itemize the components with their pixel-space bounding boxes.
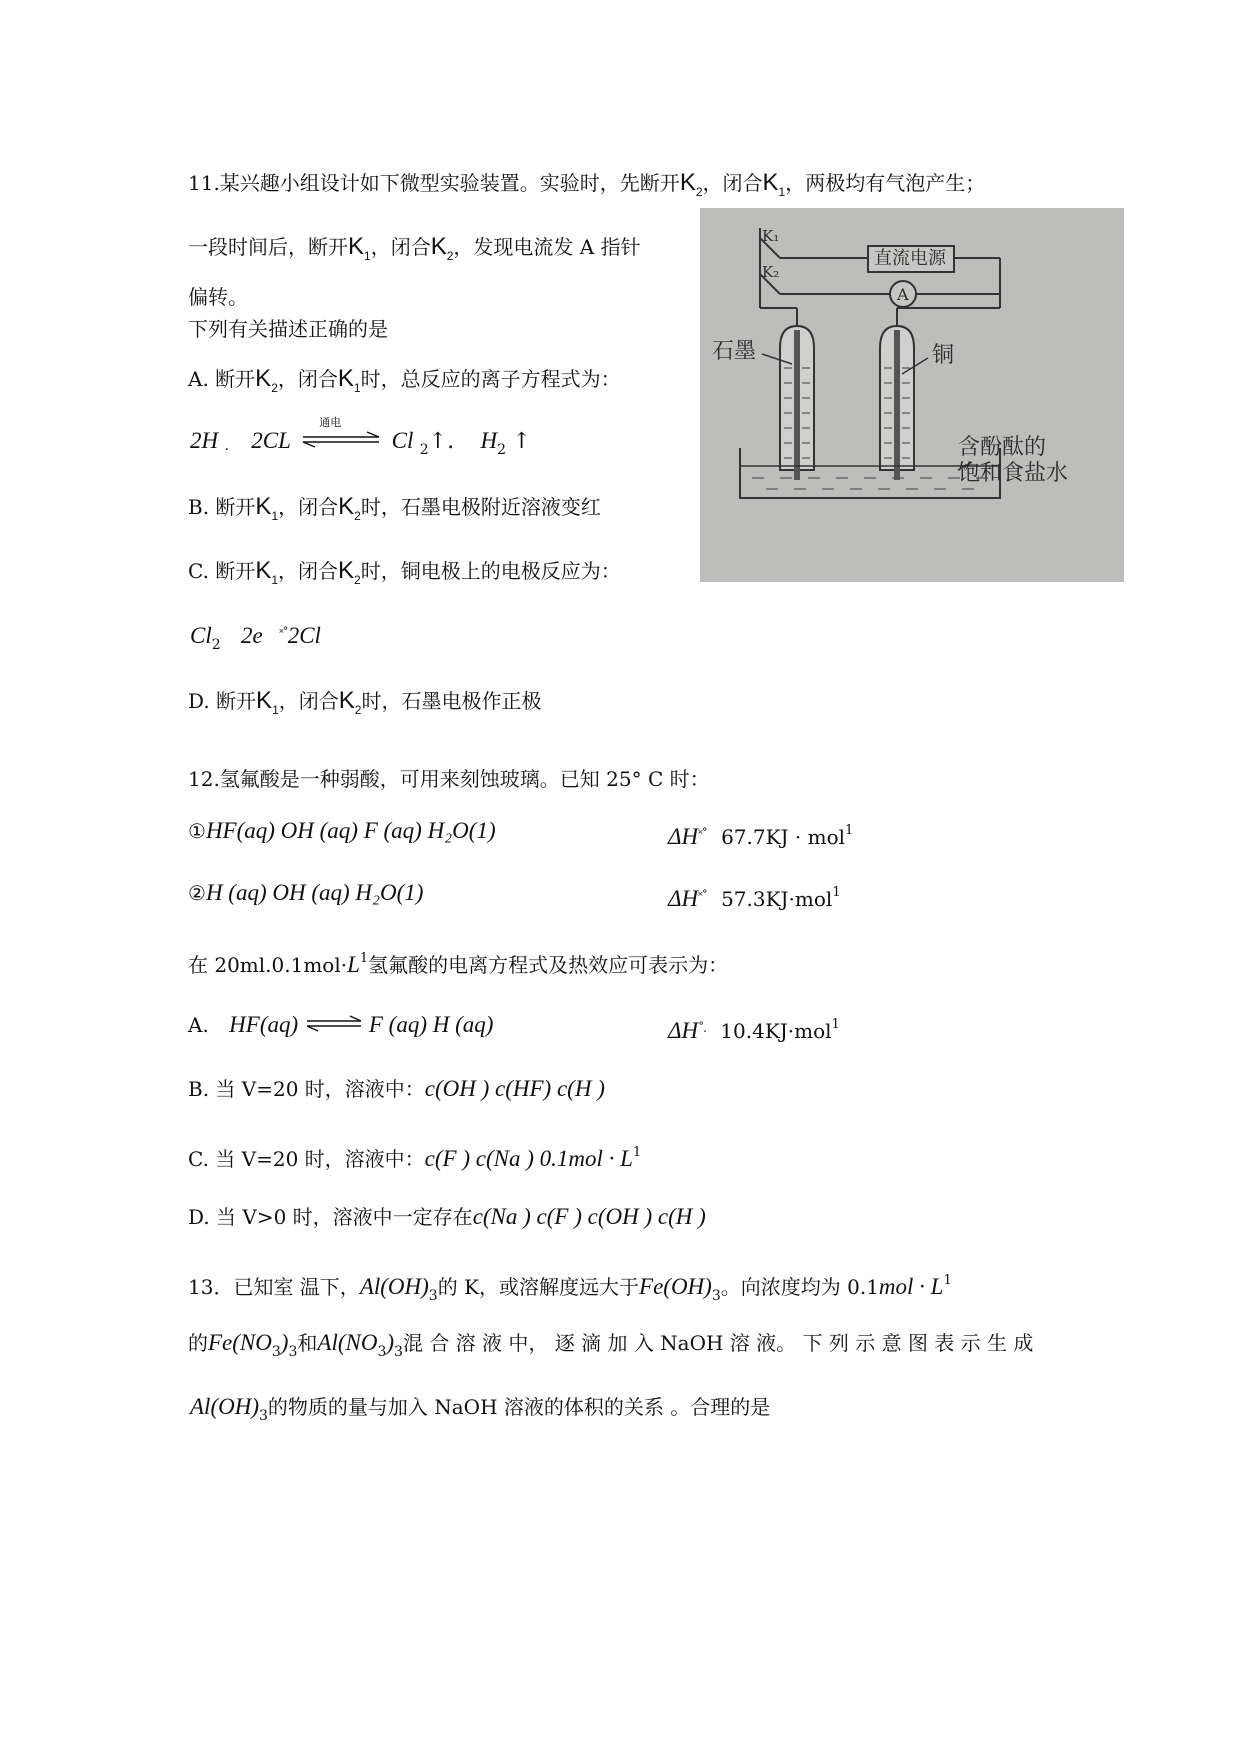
q11-option-b: B. 断开$K_1$，闭合$K_2$时，石墨电极附近溶液变红 (188, 493, 601, 523)
q11-option-d: D. 断开$K_1$，闭合$K_2$时，石墨电极作正极 (188, 687, 542, 717)
q11-option-a-equation: 2H $_\cdot$ 2CL 通电 Cl $_2$↑. $H_2$ ↑ (190, 416, 531, 458)
switch-k2-label: K₂ (762, 263, 780, 281)
q13-line-1: 13．已知室 温下，$Al(OH)_3$的 K，或溶解度远大于$Fe(OH)_3$。向浓度均为 $0.1mol \cdot L^1$ (188, 1273, 952, 1304)
q11-option-c: C. 断开$K_1$，闭合$K_2$时，铜电极上的电极反应为： (188, 557, 621, 587)
q12-reaction-2: ②H (aq) OH (aq) H₂O(1) ΔH˟˚ 57.3KJ·mol$^1$ (188, 880, 841, 911)
q13-line-3: $Al(OH)_3$的物质的量与加入 NaOH 溶液的体积的关系 。合理的是 (190, 1394, 771, 1424)
q11-line-1: 11.某兴趣小组设计如下微型实验装置。实验时，先断开$K_2$，闭合$K_1$，两极均有气泡产生； (188, 169, 986, 199)
equilibrium-arrow-icon (305, 1014, 363, 1034)
electrolysis-apparatus-figure (700, 208, 1124, 582)
graphite-label: 石墨 (712, 339, 757, 364)
q12-option-a: A. HF(aq) F (aq) H (aq) ΔH˚. 10.4KJ·mol$^1$ (188, 1012, 840, 1043)
double-arrow-icon (301, 429, 381, 451)
q12-intro: 12.氢氟酸是一种弱酸，可用来刻蚀玻璃。已知 25° C 时： (188, 767, 710, 791)
garbled-symbol: ˟˚ (279, 626, 288, 640)
solution-label-line-1: 含酚酞的 (958, 435, 1047, 460)
q12-option-b: B. 当 V=20 时，溶液中：c(OH ) c(HF) c(H ) (188, 1076, 605, 1101)
garbled-symbol: ˟˚ (698, 827, 707, 841)
q11-option-a: A. 断开$K_2$，闭合$K_1$时，总反应的离子方程式为： (188, 365, 621, 395)
q12-intro-2: 在 $20ml.0.1mol\cdot L^1$氢氟酸的电离方程式及热效应可表示为： (188, 951, 729, 977)
solution-label-line-2: 饱和食盐水 (958, 461, 1069, 486)
equilibrium-arrow-electrolysis: 通电 (301, 429, 381, 451)
garbled-symbol: ˚. (698, 1021, 706, 1035)
q12-option-d: D. 当 V>0 时，溶液中一定存在c(Na ) c(F ) c(OH ) c(H ) (188, 1204, 706, 1229)
switch-k1-label: K₁ (762, 227, 780, 245)
copper-label: 铜 (932, 343, 955, 368)
q11-option-c-equation: $Cl_2$ 2e ˟˚2Cl (190, 623, 321, 653)
garbled-symbol: ˟˚ (698, 889, 707, 903)
q13-line-2: 的$Fe(NO_3)_3$和$Al(NO_3)_3$混 合 溶 液 中， 逐 滴 加 入 NaOH 溶 液。 下 列 示 意 图 表 示 生 成 (188, 1330, 1034, 1360)
q12-reaction-1: ①HF(aq) OH (aq) F (aq) H₂O(1) ΔH˟˚ 67.7KJ · mol$^1$ (188, 818, 854, 849)
q11-line-3: 偏转。 (188, 285, 248, 309)
dc-power-label: 直流电源 (874, 248, 946, 269)
ammeter-label: A (897, 285, 909, 304)
q11-line-2: 一段时间后，断开$K_1$，闭合$K_2$，发现电流发 A 指针 (188, 233, 641, 263)
q12-option-c: C. 当 V=20 时，溶液中：c(F ) c(Na ) $0.1mol \cdot L^1$ (188, 1145, 642, 1171)
q11-line-4: 下列有关描述正确的是 (188, 317, 388, 341)
